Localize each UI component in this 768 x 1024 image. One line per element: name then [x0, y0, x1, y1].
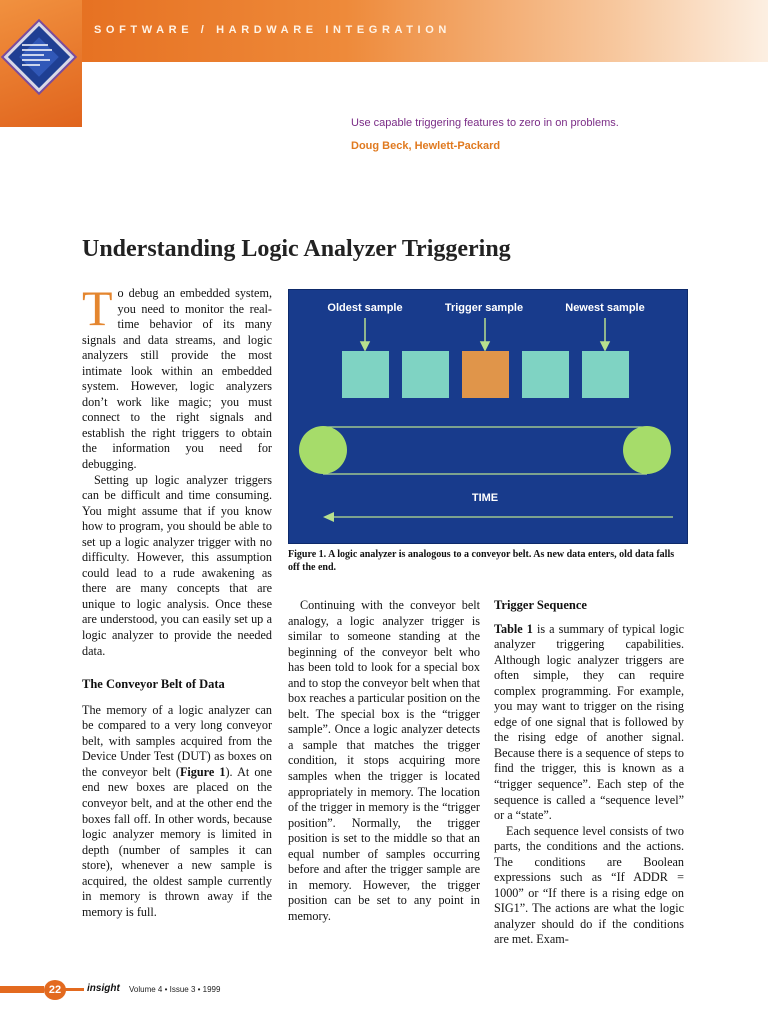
- figure-caption: Figure 1. A logic analyzer is analogous to a conveyor belt. As new data enters, old data falls off the end.: [288, 549, 675, 573]
- sample-box: [582, 351, 629, 398]
- label-oldest-sample: Oldest sample: [327, 302, 403, 314]
- label-trigger-sample: Trigger sample: [444, 302, 524, 314]
- right-roller: [623, 426, 671, 474]
- paragraph: Each sequence level consists of two parts, the conditions and the actions. The conditions are Boolean expressions such as “If ADDR = 1000” or “If there is a rising edge on SIG1”. The actions are what the logic analyzer should do if the conditions are met. Exam-: [494, 823, 684, 947]
- article-title: Understanding Logic Analyzer Triggering: [82, 236, 511, 262]
- table-reference: Table 1: [494, 621, 533, 636]
- time-label: TIME: [471, 492, 499, 504]
- sample-box: [402, 351, 449, 398]
- sample-box: [342, 351, 389, 398]
- section-heading: The Conveyor Belt of Data: [82, 677, 225, 692]
- page-number: 22: [44, 980, 66, 1000]
- middle-column: [288, 598, 480, 924]
- article-byline: Doug Beck, Hewlett-Packard: [351, 140, 501, 152]
- conveyor-belt-figure: [288, 289, 688, 544]
- time-arrowhead: [323, 512, 334, 522]
- pointer-arrows: [361, 318, 609, 350]
- footer-bar: [0, 986, 44, 993]
- intro-paragraph: To debug an embedded system, you need to monitor the real-time behavior of its many signals and data streams, and logic analyzers still provide the most intimate look within an embedded system. However, logic analyzers don’t work like magic; you must connect to the right signals and establish the right triggers to obtain the information you need for debugging.: [82, 280, 272, 472]
- corner-logo-block: [0, 0, 82, 127]
- code-lines-icon: [22, 44, 62, 84]
- sample-box: [522, 351, 569, 398]
- drop-cap: T: [82, 280, 113, 336]
- header-band: [0, 0, 768, 62]
- label-newest-sample: Newest sample: [565, 302, 645, 314]
- section-heading: Trigger Sequence: [494, 598, 587, 612]
- right-column: [494, 598, 684, 948]
- issue-info: Volume 4 • Issue 3 • 1999: [129, 985, 221, 994]
- trigger-sample-box: [462, 351, 509, 398]
- paragraph: Continuing with the conveyor belt analogy, a logic analyzer trigger is similar to someone standing at the beginning of the conveyor belt who has been told to look for a special box and to stop the conveyor belt when that box reaches a particular position on the belt. The special box is the “trigger sample”. Once a logic analyzer detects a sample that matches the trigger condition, it stops acquiring more samples when the trigger is located appropriately in memory. The location of the trigger in memory is the “trigger position”. Normally, the trigger position is set to the middle so that an equal number of samples occurring before and after the trigger sample are in memory. However, the trigger position can be set to any point in memory.: [288, 598, 480, 923]
- article-deck: Use capable triggering features to zero in on problems.: [351, 117, 619, 129]
- magazine-brand: insight: [84, 983, 123, 994]
- left-roller: [299, 426, 347, 474]
- paragraph: Table 1 is a summary of typical logic analyzer triggering capabilities. Although logic analyzer triggers are often simple, they can require complex programming. For example, you may want to trigger on the rising edge of one signal that is followed by the rising edge of another signal. Because there is a sequence of steps to find the trigger, this is known as a “trigger sequence”. Each step of the sequence is called a “sequence level” or a “state”.: [494, 621, 684, 823]
- paragraph: Setting up logic analyzer triggers can be difficult and time consuming. You might assume that if you know how to program, you should be able to set up a logic analyzer trigger with no difficulty. However, this assumption could lead to a rude awakening as there are many concepts that are unique to logic analysis. Once these are understood, you can easily set up a logic analyzer to provide the needed data.: [82, 472, 272, 658]
- figure-reference: Figure 1: [179, 764, 226, 779]
- left-column: [82, 280, 272, 920]
- section-label: SOFTWARE / HARDWARE INTEGRATION: [94, 24, 451, 36]
- paragraph: The memory of a logic analyzer can be compared to a very long conveyor belt, with samples acquired from the Device Under Test (DUT) as boxes on the conveyor belt (Figure 1). At one end new boxes are placed on the conveyor belt, and at the other end the boxes fall off. In other words, because logic analyzer memory is limited in depth (number of samples it can store), whenever a new sample is acquired, the oldest sample currently in memory is thrown away if the memory is full.: [82, 702, 272, 919]
